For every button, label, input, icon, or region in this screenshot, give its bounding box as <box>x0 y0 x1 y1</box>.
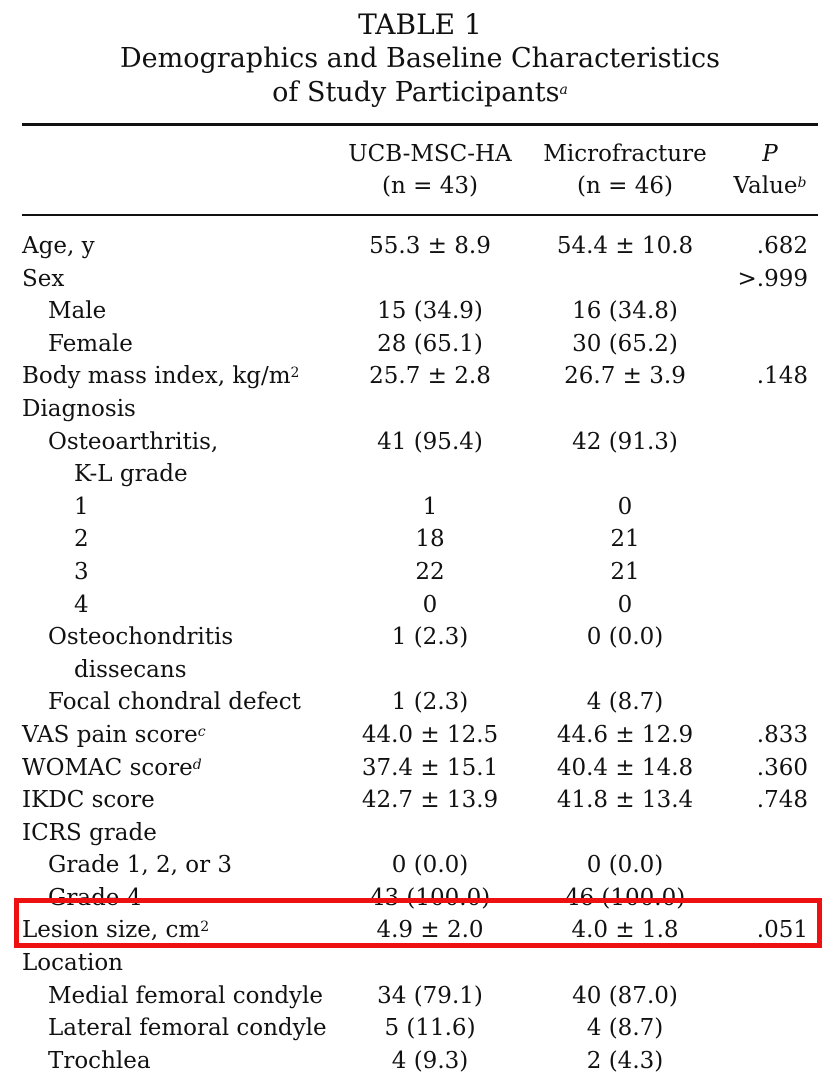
column-header-ucb <box>330 138 530 202</box>
table-row-location <box>0 947 840 980</box>
cell-p-value: .682 <box>756 233 808 259</box>
row-label: Sex <box>22 265 65 292</box>
cell-microfracture: 2 (4.3) <box>586 1047 664 1074</box>
table-row-kl-2 <box>0 523 840 556</box>
column-header-value: Value <box>733 173 798 199</box>
table-row-kl-4 <box>0 589 840 622</box>
cell-p-value: .748 <box>756 787 808 814</box>
cell-ucb: 1 (2.3) <box>391 689 469 716</box>
cell-ucb: 5 (11.6) <box>384 1015 476 1042</box>
cell-p-value: .148 <box>756 363 808 390</box>
cell-ucb: 1 <box>422 493 438 520</box>
header-rule <box>22 214 818 216</box>
table-row-kl-1 <box>0 491 840 524</box>
cell-microfracture: 41.8 ± 13.4 <box>556 787 694 814</box>
cell-p-value: .360 <box>756 754 808 781</box>
table-row-sex <box>0 263 840 296</box>
column-header-microfracture <box>530 138 720 202</box>
cell-ucb: 4.9 ± 2.0 <box>376 917 484 944</box>
top-rule <box>22 123 818 126</box>
row-label <box>22 719 206 752</box>
cell-p-value: >.999 <box>737 265 808 292</box>
cell-ucb: 25.7 ± 2.8 <box>369 363 491 390</box>
cell-microfracture: 54.4 ± 10.8 <box>556 233 694 259</box>
cell-microfracture: 4 (8.7) <box>586 1015 664 1042</box>
table-title-line-2 <box>0 76 840 110</box>
table-row-ikdc <box>0 784 840 817</box>
cell-ucb: 34 (79.1) <box>377 982 483 1009</box>
cell-microfracture: 0 (0.0) <box>586 852 664 879</box>
table-row-kl-3 <box>0 556 840 589</box>
column-header-value-line <box>724 170 816 202</box>
row-label: 3 <box>74 558 89 585</box>
row-label: Grade 1, 2, or 3 <box>48 852 233 879</box>
row-label: Location <box>22 950 123 977</box>
table-row-lesion-size <box>0 914 840 947</box>
column-header-p: P <box>762 141 778 167</box>
cell-ucb: 0 (0.0) <box>391 852 469 879</box>
table-row-lateral-condyle <box>0 1012 840 1045</box>
row-label: 2 <box>74 526 89 553</box>
table-row-grade-4 <box>0 882 840 915</box>
row-label: Trochlea <box>48 1047 151 1074</box>
row-label: 1 <box>74 493 89 520</box>
table-row-medial-condyle <box>0 980 840 1013</box>
cell-ucb: 43 (100.0) <box>369 884 491 911</box>
row-label: Lateral femoral condyle <box>48 1015 327 1042</box>
cell-ucb: 4 (9.3) <box>391 1047 469 1074</box>
title-footnote-marker: a <box>559 82 568 98</box>
row-label <box>22 914 209 947</box>
table-row-female <box>0 328 840 361</box>
cell-p-value: .833 <box>756 721 808 748</box>
cell-ucb: 1 (2.3) <box>391 624 469 651</box>
row-label-text: Body mass index, kg/m <box>22 363 291 390</box>
footnote-marker: c <box>197 723 206 740</box>
table-row-womac <box>0 752 840 785</box>
table-row-icrs-grade <box>0 817 840 850</box>
cell-microfracture: 16 (34.8) <box>572 298 678 325</box>
row-label: 4 <box>74 591 89 618</box>
cell-ucb: 55.3 ± 8.9 <box>369 233 491 259</box>
row-label: Female <box>48 330 133 357</box>
row-label: Age, y <box>22 233 95 259</box>
superscript: 2 <box>200 919 210 936</box>
cell-microfracture: 46 (100.0) <box>564 884 686 911</box>
cell-microfracture: 0 <box>617 493 633 520</box>
column-header-ucb-name: UCB-MSC-HA <box>348 141 512 167</box>
cell-microfracture: 30 (65.2) <box>572 330 678 357</box>
column-header-microfracture-name: Microfracture <box>543 141 707 167</box>
table-row-trochlea <box>0 1045 840 1077</box>
table-row-dissecans <box>0 654 840 687</box>
cell-microfracture: 21 <box>610 526 640 553</box>
row-label <box>22 752 202 785</box>
row-label-text: WOMAC score <box>22 754 193 781</box>
table-title-block <box>0 8 840 110</box>
cell-ucb: 15 (34.9) <box>377 298 483 325</box>
table-row-focal-defect <box>0 686 840 719</box>
column-header-ucb-n: (n = 43) <box>382 173 478 199</box>
table-title-line-2-text: of Study Participants <box>272 77 560 108</box>
row-label: dissecans <box>74 656 187 683</box>
table-row-male <box>0 295 840 328</box>
cell-microfracture: 42 (91.3) <box>572 428 678 455</box>
table-row-bmi <box>0 360 840 393</box>
cell-microfracture: 44.6 ± 12.9 <box>556 721 694 748</box>
table-body <box>0 230 840 1077</box>
row-label: Diagnosis <box>22 395 136 422</box>
row-label: Focal chondral defect <box>48 689 301 716</box>
p-value-footnote-marker: b <box>797 175 807 191</box>
cell-ucb: 42.7 ± 13.9 <box>361 787 499 814</box>
row-label: Osteochondritis <box>48 624 234 651</box>
row-label-text: VAS pain score <box>22 721 198 748</box>
table-row-vas <box>0 719 840 752</box>
cell-ucb: 37.4 ± 15.1 <box>361 754 499 781</box>
cell-p-value: .051 <box>756 917 808 944</box>
cell-ucb: 22 <box>415 558 445 585</box>
cell-ucb: 44.0 ± 12.5 <box>361 721 499 748</box>
row-label: Medial femoral condyle <box>48 982 324 1009</box>
table-row-age <box>0 230 840 263</box>
row-label <box>22 360 299 393</box>
row-label: Grade 4 <box>48 884 142 911</box>
cell-microfracture: 0 <box>617 591 633 618</box>
cell-microfracture: 26.7 ± 3.9 <box>564 363 686 390</box>
table-row-grade-123 <box>0 849 840 882</box>
cell-ucb: 0 <box>422 591 438 618</box>
superscript: 2 <box>290 365 300 382</box>
row-label: K-L grade <box>74 461 188 488</box>
table-row-kl-grade <box>0 458 840 491</box>
cell-ucb: 28 (65.1) <box>377 330 483 357</box>
footnote-marker: d <box>192 756 202 773</box>
cell-microfracture: 4.0 ± 1.8 <box>571 917 679 944</box>
cell-microfracture: 21 <box>610 558 640 585</box>
cell-ucb: 41 (95.4) <box>377 428 483 455</box>
cell-microfracture: 4 (8.7) <box>586 689 664 716</box>
row-label: Male <box>48 298 107 325</box>
cell-microfracture: 0 (0.0) <box>586 624 664 651</box>
row-label: ICRS grade <box>22 819 157 846</box>
table-row-osteochondritis <box>0 621 840 654</box>
cell-microfracture: 40.4 ± 14.8 <box>556 754 694 781</box>
table-number: TABLE 1 <box>358 8 482 41</box>
table-row-osteoarthritis <box>0 426 840 459</box>
cell-microfracture: 40 (87.0) <box>572 982 678 1009</box>
row-label: Osteoarthritis, <box>48 428 219 455</box>
table-row-diagnosis <box>0 393 840 426</box>
cell-ucb: 18 <box>415 526 445 553</box>
column-header-p-value <box>724 138 816 202</box>
column-header-microfracture-n: (n = 46) <box>577 173 673 199</box>
row-label: IKDC score <box>22 787 155 814</box>
table-title-line-1: Demographics and Baseline Characteristics <box>120 43 720 74</box>
row-label-text: Lesion size, cm <box>22 917 201 944</box>
